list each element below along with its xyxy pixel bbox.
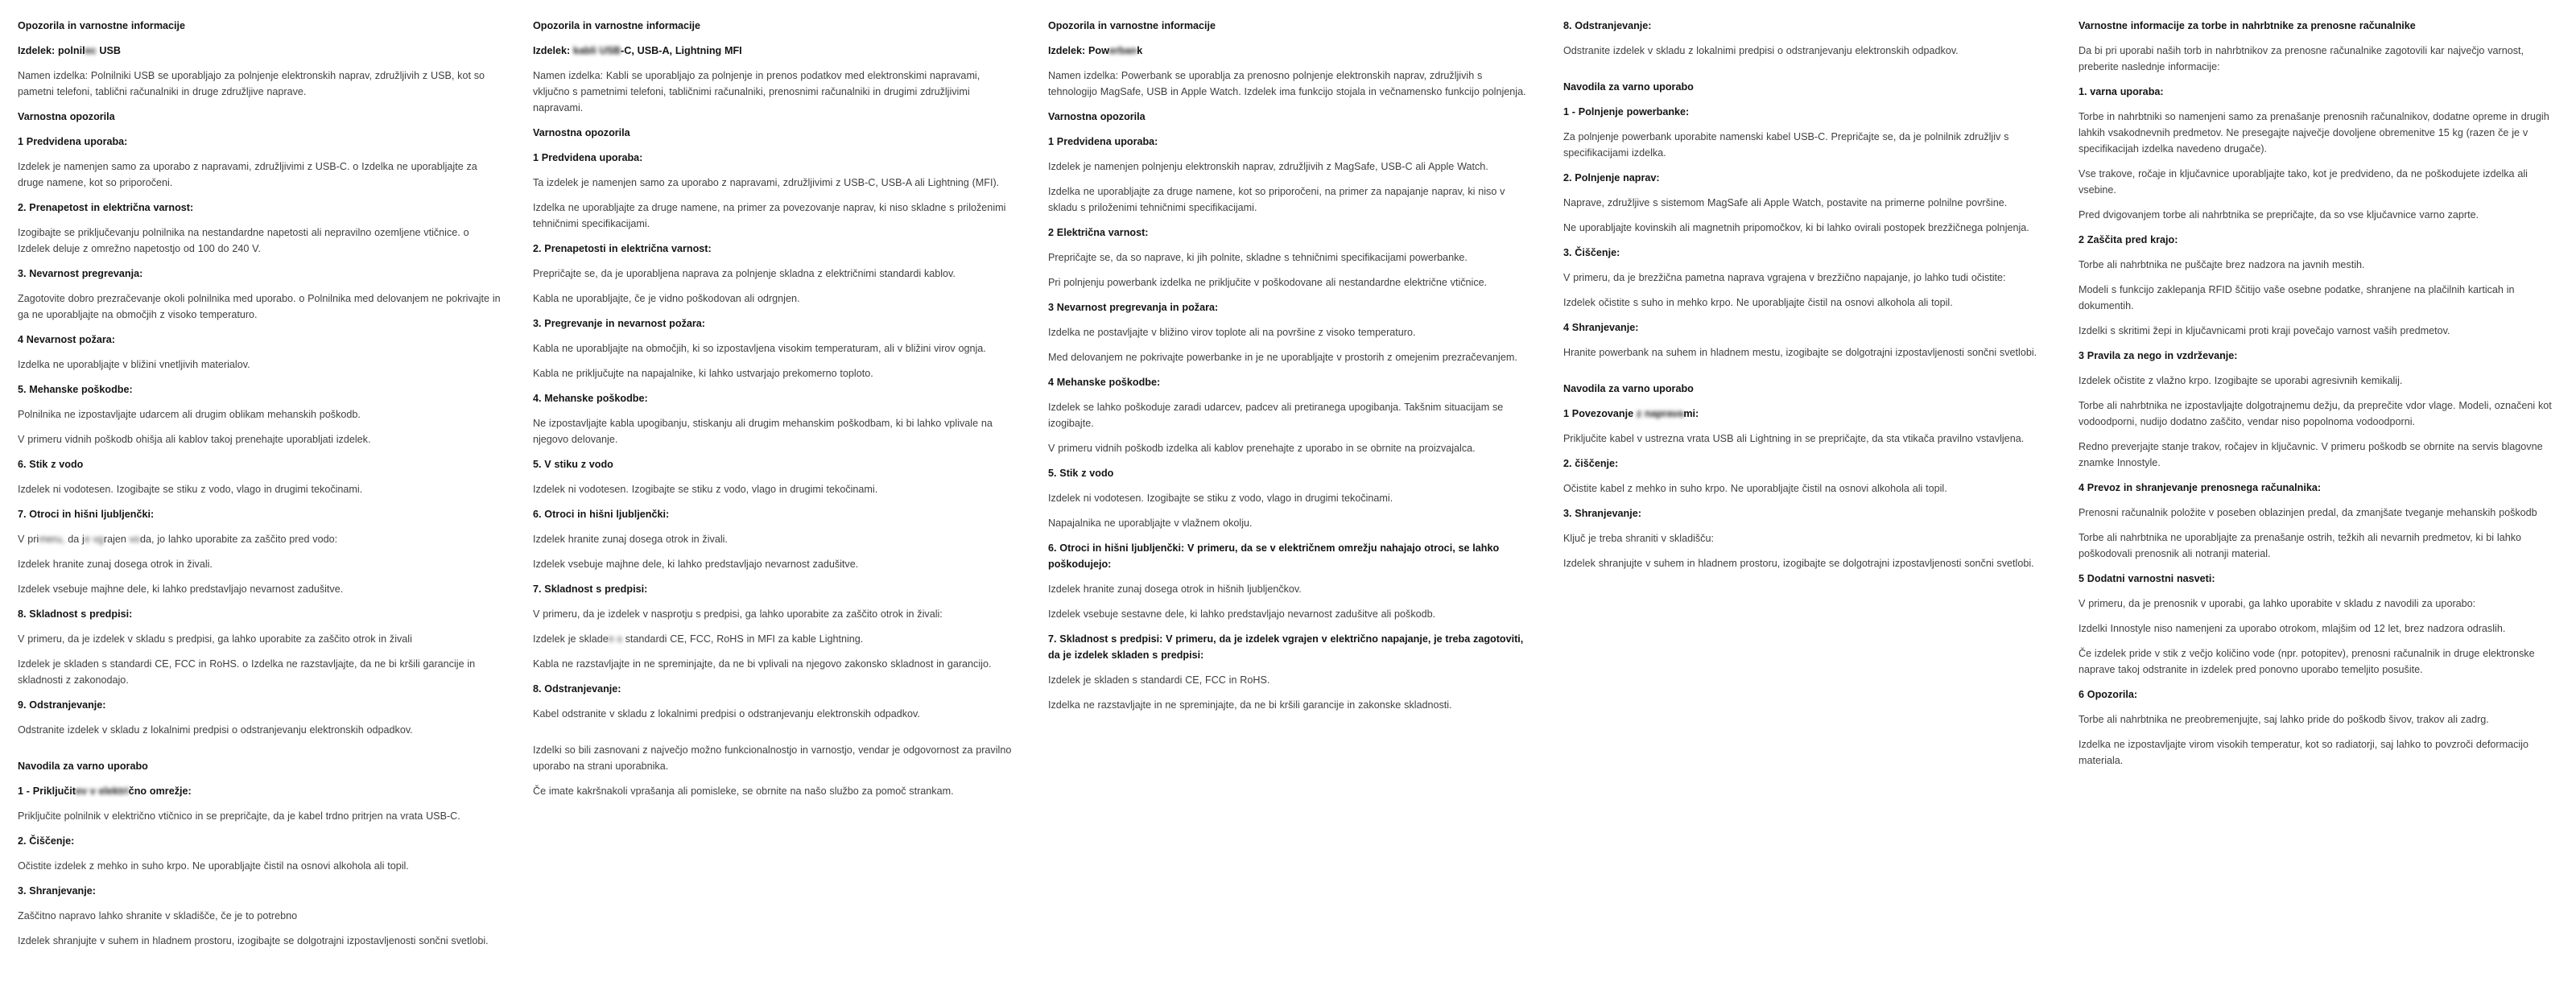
- text-segment: čno omrežje:: [128, 785, 192, 797]
- paragraph: Pred dvigovanjem torbe ali nahrbtnika se prepričajte, da so vse ključavnice varno zaprte.: [2079, 209, 2479, 221]
- subheading: 2. Čiščenje:: [18, 835, 75, 847]
- paragraph: Izdelka ne uporabljajte za druge namene, na primer za povezovanje naprav, ki niso skladne s priloženimi tehničnimi specifikacijami.: [533, 202, 1006, 229]
- paragraph: Izogibajte se priključevanju polnilnika na nestandardne napetosti ali nepravilno ozemljene vtičnice. o Izdelek deluje z omrežno napetostjo od 100 do 240 V.: [18, 227, 469, 254]
- subheading: 4 Nevarnost požara:: [18, 334, 115, 345]
- paragraph: Polnilnika ne izpostavljajte udarcem ali drugim oblikam mehanskih poškodb.: [18, 409, 361, 420]
- paragraph: Izdelek ni vodotesen. Izogibajte se stiku z vodo, vlago in drugimi tekočinami.: [1048, 493, 1393, 504]
- paragraph: Če izdelek pride v stik z večjo količino vode (npr. potopitev), prenosni računalnik in druge elektronske naprave takoj odstranite in izdelek pred ponovno uporabo temeljito posušite.: [2079, 648, 2535, 675]
- paragraph: Očistite izdelek z mehko in suho krpo. Ne uporabljajte čistil na osnovi alkohola ali topil.: [18, 860, 409, 872]
- paragraph: Kabla ne uporabljajte, če je vidno poškodovan ali odrgnjen.: [533, 293, 800, 304]
- paragraph: Izdelek hranite zunaj dosega otrok in živali.: [18, 559, 213, 570]
- subheading: 8. Skladnost s predpisi:: [18, 608, 133, 620]
- subheading: 6. Stik z vodo: [18, 459, 84, 470]
- section-title: Opozorila in varnostne informacije: [533, 20, 701, 31]
- paragraph: Namen izdelka: Kabli se uporabljajo za polnjenje in prenos podatkov med elektronskimi napravami, vključno s pametnimi telefoni, tabličnimi računalniki, prenosnimi računalniki in drugimi združljivimi napravami.: [533, 70, 980, 113]
- blurred-text: z naprava: [1636, 408, 1684, 419]
- paragraph: Izdelka ne uporabljajte v bližini vnetljivih materialov.: [18, 359, 250, 370]
- column-powerbank-instructions: [1563, 18, 2046, 958]
- paragraph: Izdelki s skritimi žepi in ključavnicami proti kraji povečajo varnost vaših predmetov.: [2079, 325, 2450, 336]
- blurred-text: meru,: [39, 534, 65, 545]
- paragraph: Zagotovite dobro prezračevanje okoli polnilnika med uporabo. o Polnilnika med delovanjem ne pokrivajte in ga ne uporabljajte na območjih z visoko temperaturo.: [18, 293, 501, 320]
- paragraph: Pri polnjenju powerbank izdelka ne priključite v poškodovane ali nestandardne električne vtičnice.: [1048, 277, 1488, 288]
- paragraph: Ne izpostavljajte kabla upogibanju, stiskanju ali drugim mehanskim poškodbam, ki bi lahko vplivale na njegovo delovanje.: [533, 418, 993, 445]
- paragraph: V primeru, da je izdelek v skladu s predpisi, ga lahko uporabite za zaščito otrok in živali: [18, 633, 412, 645]
- section-title: Varnostna opozorila: [1048, 111, 1146, 122]
- blurred-text: n s: [608, 633, 622, 645]
- subheading: 3. Nevarnost pregrevanja:: [18, 268, 143, 279]
- paragraph: Izdelek je namenjen polnjenju elektronskih naprav, združljivih z MagSafe, USB-C ali Apple Watch.: [1048, 161, 1488, 172]
- paragraph: Ne uporabljajte kovinskih ali magnetnih pripomočkov, ki bi lahko ovirali postopek brezžičnega polnjenja.: [1563, 222, 2029, 233]
- subheading: 7. Otroci in hišni ljubljenčki:: [18, 509, 155, 520]
- section-title: Navodila za varno uporabo: [1563, 81, 1694, 93]
- text-segment: k: [1137, 45, 1143, 56]
- subheading: 3 Pravila za nego in vzdrževanje:: [2079, 350, 2238, 361]
- paragraph: Odstranite izdelek v skladu z lokalnimi predpisi o odstranjevanju elektronskih odpadkov.: [1563, 45, 1959, 56]
- paragraph: Prepričajte se, da je uporabljena naprava za polnjenje skladna z električnimi standardi kablov.: [533, 268, 956, 279]
- blurred-text: vo: [126, 534, 141, 545]
- subheading: 5. Stik z vodo: [1048, 468, 1114, 479]
- blurred-text: ev v elektri: [76, 785, 129, 797]
- subheading: 1 Predvidena uporaba:: [18, 136, 128, 147]
- subheading: 1 Predvidena uporaba:: [1048, 136, 1158, 147]
- paragraph: Izdelek se lahko poškoduje zaradi udarcev, padcev ali pretiranega upogibanja. Takšnim situacijam se izogibajte.: [1048, 402, 1504, 429]
- paragraph: Modeli s funkcijo zaklepanja RFID ščitijo vaše osebne podatke, shranjene na plačilnih karticah in dokumentih.: [2079, 284, 2515, 311]
- subheading: 2. Polnjenje naprav:: [1563, 172, 1660, 183]
- section-title: Varnostne informacije za torbe in nahrbtnike za prenosne računalnike: [2079, 20, 2416, 31]
- subheading: 2. Prenapetosti in električna varnost:: [533, 243, 712, 254]
- text-segment: -C, USB-A, Lightning MFI: [621, 45, 742, 56]
- text-segment: Izdelek je sklade: [533, 633, 609, 645]
- paragraph: Vse trakove, ročaje in ključavnice uporabljajte tako, kot je predvideno, da ne poškodujete izdelka ali vsebine.: [2079, 168, 2528, 196]
- paragraph: Izdelek shranjujte v suhem in hladnem prostoru, izogibajte se dolgotrajni izpostavljenosti sončni svetlobi.: [1563, 558, 2034, 569]
- paragraph: Redno preverjajte stanje trakov, ročajev in ključavnic. V primeru poškodb se obrnite na servis blagovne znamke Innostyle.: [2079, 441, 2543, 468]
- subheading: 4 Shranjevanje:: [1563, 322, 1639, 333]
- section-title: [18, 43, 501, 59]
- subheading: 2 Električna varnost:: [1048, 227, 1149, 238]
- text-segment: 1 - Priključit: [18, 785, 76, 797]
- section-title: Opozorila in varnostne informacije: [18, 20, 186, 31]
- blurred-text: erban: [1108, 45, 1137, 56]
- subheading: 4. Mehanske poškodbe:: [533, 393, 648, 404]
- subheading: 7. Skladnost s predpisi: V primeru, da je izdelek vgrajen v električno napajanje, je treba zagotoviti, da je izdelek skladen s predpisi:: [1048, 633, 1524, 661]
- section-title: Varnostna opozorila: [533, 127, 630, 138]
- paragraph: Izdelki Innostyle niso namenjeni za uporabo otrokom, mlajšim od 12 let, brez nadzora odraslih.: [2079, 623, 2506, 634]
- paragraph: Ključ je treba shraniti v skladišču:: [1563, 533, 1714, 544]
- paragraph: Torbe ali nahrbtnika ne puščajte brez nadzora na javnih mestih.: [2079, 259, 2365, 270]
- paragraph: Izdelka ne razstavljajte in ne spreminjajte, da ne bi kršili garancije in zakonske skladnosti.: [1048, 699, 1452, 711]
- paragraph: Izdelka ne uporabljajte za druge namene, kot so priporočeni, na primer za napajanje naprav, ki niso v skladu s priloženimi tehničnimi specifikacijami.: [1048, 186, 1505, 213]
- subheading: 3. Shranjevanje:: [18, 885, 96, 897]
- column-powerbank: [1048, 18, 1531, 958]
- text-segment: Izdelek:: [533, 45, 573, 56]
- paragraph: Zaščitno napravo lahko shranite v skladišče, če je to potrebno: [18, 910, 298, 921]
- section-title: Opozorila in varnostne informacije: [1048, 20, 1216, 31]
- text-segment: mi:: [1683, 408, 1699, 419]
- subheading: 5 Dodatni varnostni nasveti:: [2079, 573, 2215, 584]
- blurred-text: ec: [85, 45, 97, 56]
- subheading: 3 Nevarnost pregrevanja in požara:: [1048, 302, 1219, 313]
- paragraph: Med delovanjem ne pokrivajte powerbanke in je ne uporabljajte v prostorih z omejenim prezračevanjem.: [1048, 352, 1517, 363]
- paragraph: Odstranite izdelek v skladu z lokalnimi predpisi o odstranjevanju elektronskih odpadkov.: [18, 724, 413, 736]
- subheading: 3. Pregrevanje in nevarnost požara:: [533, 318, 705, 329]
- paragraph: Izdelek shranjujte v suhem in hladnem prostoru, izogibajte se dolgotrajni izpostavljenosti sončni svetlobi.: [18, 935, 489, 946]
- paragraph: Izdelka ne izpostavljajte virom visokih temperatur, kot so radiatorji, saj lahko to povzroči deformacijo materiala.: [2079, 739, 2529, 766]
- paragraph: Izdelek očistite s suho in mehko krpo. Ne uporabljajte čistil na osnovi alkohola ali topil.: [1563, 297, 1953, 308]
- subheading: 3. Shranjevanje:: [1563, 508, 1641, 519]
- paragraph: Izdelek vsebuje sestavne dele, ki lahko predstavljajo nevarnost zadušitve ali poškodb.: [1048, 608, 1436, 620]
- column-usb-cables: [533, 18, 1016, 958]
- paragraph: Torbe ali nahrbtnika ne uporabljajte za prenašanje ostrih, težkih ali nevarnih predmetov, ki bi lahko poškodovali prenosnik ali notranji material.: [2079, 532, 2522, 559]
- paragraph: Napajalnika ne uporabljajte v vlažnem okolju.: [1048, 517, 1253, 529]
- paragraph: V primeru, da je izdelek v nasprotju s predpisi, ga lahko uporabite za zaščito otrok in živali:: [533, 608, 943, 620]
- text-segment: da, jo lahko uporabite za zaščito pred vodo:: [140, 534, 338, 545]
- subheading: 5. Mehanske poškodbe:: [18, 384, 133, 395]
- text-segment: Izdelek: polnil: [18, 45, 85, 56]
- paragraph: Če imate kakršnakoli vprašanja ali pomisleke, se obrnite na našo službo za pomoč strankam.: [533, 785, 954, 797]
- paragraph: Izdelek ni vodotesen. Izogibajte se stiku z vodo, vlago in drugimi tekočinami.: [18, 484, 363, 495]
- subheading: 1 - Polnjenje powerbanke:: [1563, 106, 1690, 118]
- subheading: 6. Otroci in hišni ljubljenčki: V primeru, da se v električnem omrežju nahajajo otroci, se lahko poškodujejo:: [1048, 542, 1500, 570]
- text-segment: da j: [64, 534, 85, 545]
- subheading: 2 Zaščita pred krajo:: [2079, 234, 2178, 245]
- subheading: 4 Mehanske poškodbe:: [1048, 377, 1161, 388]
- paragraph: Torbe in nahrbtniki so namenjeni samo za prenašanje prenosnih računalnikov, dodatne opreme in drugih lahkih vsakodnevnih predmetov. Ne presegajte največje dovoljene obremenitve 15 kg (razen če je v specifikacijah izdelka navedeno drugače).: [2079, 111, 2549, 155]
- paragraph: Priključite kabel v ustrezna vrata USB ali Lightning in se prepričajte, da sta vtikača pravilno vstavljena.: [1563, 433, 2025, 444]
- subheading: 2. Prenapetost in električna varnost:: [18, 202, 194, 213]
- paragraph: Izdelek vsebuje majhne dele, ki lahko predstavljajo nevarnost zadušitve.: [533, 559, 859, 570]
- paragraph: Namen izdelka: Powerbank se uporablja za prenosno polnjenje elektronskih naprav, združljivih s tehnologijo MagSafe, USB in Apple Watch. Izdelek ima funkcijo stojala in večnamensko funkcijo polnjenja.: [1048, 70, 1526, 97]
- paragraph: Ta izdelek je namenjen samo za uporabo z napravami, združljivimi z USB-C, USB-A ali Lightning (MFI).: [533, 177, 1000, 188]
- subheading: 4 Prevoz in shranjevanje prenosnega računalnika:: [2079, 482, 2322, 493]
- section-title: Navodila za varno uporabo: [18, 761, 148, 772]
- subheading: 1 Predvidena uporaba:: [533, 152, 643, 163]
- paragraph: Torbe ali nahrbtnika ne preobremenjujte, saj lahko pride do poškodb šivov, trakov ali zadrg.: [2079, 714, 2489, 725]
- column-usb-charger: [18, 18, 501, 958]
- subheading: [18, 783, 501, 799]
- subheading: 7. Skladnost s predpisi:: [533, 583, 648, 595]
- subheading: 3. Čiščenje:: [1563, 247, 1620, 258]
- text-segment: Izdelek: Pow: [1048, 45, 1109, 56]
- blurred-text: kabli USB: [573, 45, 621, 56]
- text-segment: rajen: [103, 534, 126, 545]
- paragraph: Izdelek hranite zunaj dosega otrok in hišnih ljubljenčkov.: [1048, 583, 1302, 595]
- paragraph: Izdelek hranite zunaj dosega otrok in živali.: [533, 534, 728, 545]
- paragraph: Hranite powerbank na suhem in hladnem mestu, izogibajte se dolgotrajni izpostavljenosti sončni svetlobi.: [1563, 347, 2037, 358]
- paragraph: Torbe ali nahrbtnika ne izpostavljajte dolgotrajnemu dežju, da preprečite vdor vlage. Modeli, označeni kot vodoodporni, nudijo dodatno zaščito, vendar niso popolnoma vodoodporni.: [2079, 400, 2552, 427]
- paragraph: Priključite polnilnik v električno vtičnico in se prepričajte, da je kabel trdno pritrjen na vrata USB-C.: [18, 810, 460, 822]
- paragraph: Da bi pri uporabi naših torb in nahrbtnikov za prenosne računalnike zagotovili kar največjo varnost, preberite naslednje informacije:: [2079, 45, 2524, 72]
- subheading: 1. varna uporaba:: [2079, 86, 2164, 97]
- section-title: [533, 43, 1016, 59]
- paragraph: Očistite kabel z mehko in suho krpo. Ne uporabljajte čistil na osnovi alkohola ali topil.: [1563, 483, 1947, 494]
- paragraph: V primeru, da je brezžična pametna naprava vgrajena v brezžično napajanje, jo lahko tudi očistite:: [1563, 272, 2006, 283]
- paragraph: Izdelek vsebuje majhne dele, ki lahko predstavljajo nevarnost zadušitve.: [18, 583, 344, 595]
- subheading: 6 Opozorila:: [2079, 689, 2138, 700]
- subheading: 9. Odstranjevanje:: [18, 699, 106, 711]
- paragraph: Kabla ne priključujte na napajalnike, ki lahko ustvarjajo prekomerno toploto.: [533, 368, 873, 379]
- section-title: Navodila za varno uporabo: [1563, 383, 1694, 394]
- paragraph: V primeru vidnih poškodb ohišja ali kablov takoj prenehajte uporabljati izdelek.: [18, 434, 371, 445]
- text-segment: V pri: [18, 534, 39, 545]
- paragraph: V primeru, da je prenosnik v uporabi, ga lahko uporabite v skladu z navodili za uporabo:: [2079, 598, 2476, 609]
- paragraph: Izdelek ni vodotesen. Izogibajte se stiku z vodo, vlago in drugimi tekočinami.: [533, 484, 878, 495]
- blurred-text: e vg: [84, 534, 104, 545]
- paragraph: Izdelki so bili zasnovani z največjo možno funkcionalnostjo in varnostjo, vendar je odgovornost za pravilno uporabo na strani uporabnika.: [533, 744, 1012, 772]
- paragraph: V primeru vidnih poškodb izdelka ali kablov prenehajte z uporabo in se obrnite na proizvajalca.: [1048, 443, 1476, 454]
- paragraph: [533, 631, 1016, 647]
- section-title: [1048, 43, 1531, 59]
- subheading: 8. Odstranjevanje:: [533, 683, 621, 695]
- paragraph: Prenosni računalnik položite v poseben oblazinjen predal, da zmanjšate tveganje mehanskih poškodb: [2079, 507, 2537, 518]
- section-title: Varnostna opozorila: [18, 111, 115, 122]
- text-segment: USB: [96, 45, 121, 56]
- paragraph: Prepričajte se, da so naprave, ki jih polnite, skladne s tehničnimi specifikacijami powerbanke.: [1048, 252, 1468, 263]
- paragraph: Naprave, združljive s sistemom MagSafe ali Apple Watch, postavite na primerne polnilne površine.: [1563, 197, 2008, 208]
- subheading: [1563, 406, 2046, 422]
- paragraph: [18, 531, 501, 547]
- paragraph: Izdelka ne postavljajte v bližino virov toplote ali na površine z visoko temperaturo.: [1048, 327, 1416, 338]
- column-laptop-bags: [2079, 18, 2562, 958]
- paragraph: Kabel odstranite v skladu z lokalnimi predpisi o odstranjevanju elektronskih odpadkov.: [533, 708, 920, 719]
- paragraph: Izdelek je skladen s standardi CE, FCC in RoHS.: [1048, 674, 1270, 686]
- text-segment: 1 Povezovanje: [1563, 408, 1637, 419]
- subheading: 6. Otroci in hišni ljubljenčki:: [533, 509, 670, 520]
- paragraph: Namen izdelka: Polnilniki USB se uporabljajo za polnjenje elektronskih naprav, združljivih z USB, kot so pametni telefoni, tablični računalniki in druge združljive naprave.: [18, 70, 485, 97]
- paragraph: Izdelek je skladen s standardi CE, FCC in RoHS. o Izdelka ne razstavljajte, da ne bi kršili garancije in skladnosti z zakonodajo.: [18, 658, 476, 686]
- paragraph: Kabla ne razstavljajte in ne spreminjajte, da ne bi vplivali na njegovo zakonsko skladnost in garancijo.: [533, 658, 992, 670]
- subheading: 5. V stiku z vodo: [533, 459, 613, 470]
- paragraph: Izdelek je namenjen samo za uporabo z napravami, združljivimi z USB-C. o Izdelka ne uporabljajte za druge namene, kot so priporočeni.: [18, 161, 477, 188]
- paragraph: Za polnjenje powerbank uporabite namenski kabel USB-C. Prepričajte se, da je polnilnik združljiv s specifikacijami izdelka.: [1563, 131, 2009, 159]
- paragraph: Kabla ne uporabljajte na območjih, ki so izpostavljena visokim temperaturam, ali v bližini virov ognja.: [533, 343, 986, 354]
- text-segment: standardi CE, FCC, RoHS in MFI za kable Lightning.: [621, 633, 864, 645]
- subheading: 8. Odstranjevanje:: [1563, 20, 1652, 31]
- subheading: 2. čiščenje:: [1563, 458, 1619, 469]
- paragraph: Izdelek očistite z vlažno krpo. Izogibajte se uporabi agresivnih kemikalij.: [2079, 375, 2403, 386]
